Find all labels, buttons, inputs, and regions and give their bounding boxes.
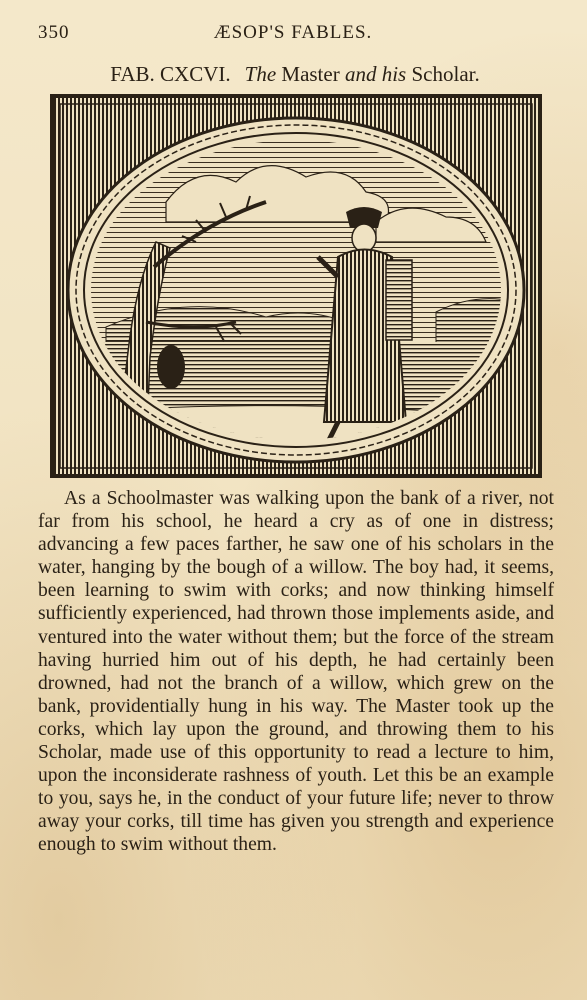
fable-heading — [60, 62, 530, 87]
fable-body-text — [38, 487, 554, 857]
fable-number: FAB. CXCVI. — [110, 62, 231, 86]
woodcut-illustration — [46, 92, 546, 482]
fable-title-word-1: The — [244, 62, 277, 86]
fable-paragraph: As a Schoolmaster was walking upon the bank of a river, not far from his school, he heard a cry as of one in distress; advancing a few paces farther, he saw one of his scholars in the water, hanging by the bough of a willow. The boy had, it seems, been learning to swim with corks; and now thinking himself sufficiently experienced, had thrown those implements aside, and ventured into the water without them; but the force of the stream having hurried him out of his depth, he had certainly been drowned, had not the branch of a willow, which grew on the bank, providentially hung in his way. The Master took up the corks, which lay upon the ground, and throwing them to his Scholar, made use of this opportunity to read a lecture to him, upon the inconsiderate rashness of youth. Let this be an example to you, says he, in the conduct of your future life; never to throw away your corks, till time has given you strength and experience enough to swim without them. — [38, 488, 554, 856]
fable-title-word-2: Master — [281, 62, 340, 86]
page-number: 350 — [38, 22, 70, 43]
fable-title-word-3: and his — [344, 62, 407, 86]
book-title: ÆSOP'S FABLES. — [213, 22, 373, 43]
fable-title-word-4: Scholar. — [411, 62, 480, 86]
running-head — [38, 22, 548, 46]
